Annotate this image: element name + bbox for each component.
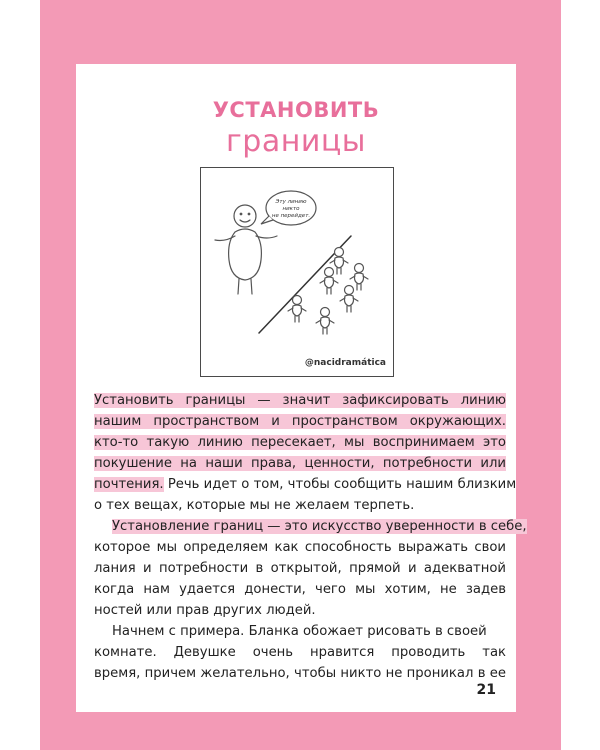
text-line: когда нам удается донести, чего мы хотим, не задев bbox=[94, 582, 506, 597]
page-number: 21 bbox=[476, 682, 496, 698]
book-page bbox=[76, 64, 527, 712]
title-line-2: границы bbox=[226, 124, 366, 159]
body-text bbox=[94, 390, 527, 684]
bubble-text-1: Эту линию bbox=[275, 199, 307, 205]
text-line: Установление границ — это искусство уверенности в себе, bbox=[112, 519, 527, 534]
text-line: ностей или прав других людей. bbox=[94, 603, 316, 618]
title-line-1: УСТАНОВИТЬ bbox=[212, 98, 380, 122]
text-line: которое мы определяем как способность выражать свои bbox=[94, 540, 506, 555]
text-line: нашим пространством и пространством окружающих. bbox=[94, 411, 506, 432]
text-line: кто-то такую линию пересекает, мы воспринимаем это bbox=[94, 432, 506, 453]
text-line: почтения. Речь идет о том, чтобы сообщить нашим близким bbox=[94, 477, 517, 492]
text-line: покушение на наши права, ценности, потребности или bbox=[94, 453, 506, 474]
bubble-text-2: никто bbox=[282, 206, 300, 212]
text-line: время, причем желательно, чтобы никто не проникал в ее bbox=[94, 666, 506, 681]
illustration bbox=[200, 167, 394, 377]
illustration-credit: @nacidramática bbox=[304, 358, 386, 368]
text-line: Начнем с примера. Бланка обожает рисовать в своей bbox=[112, 624, 487, 639]
text-line: о тех вещах, которые мы не желаем терпеть. bbox=[94, 498, 415, 513]
bubble-text-3: не перейдет. bbox=[271, 213, 311, 219]
text-line: комнате. Девушке очень нравится проводить так bbox=[94, 645, 506, 660]
text-line: Установить границы — значит зафиксировать линию bbox=[94, 390, 506, 411]
text-line: лания и потребности в открытой, прямой и адекватной bbox=[94, 561, 506, 576]
boundary-drawing bbox=[201, 168, 395, 378]
